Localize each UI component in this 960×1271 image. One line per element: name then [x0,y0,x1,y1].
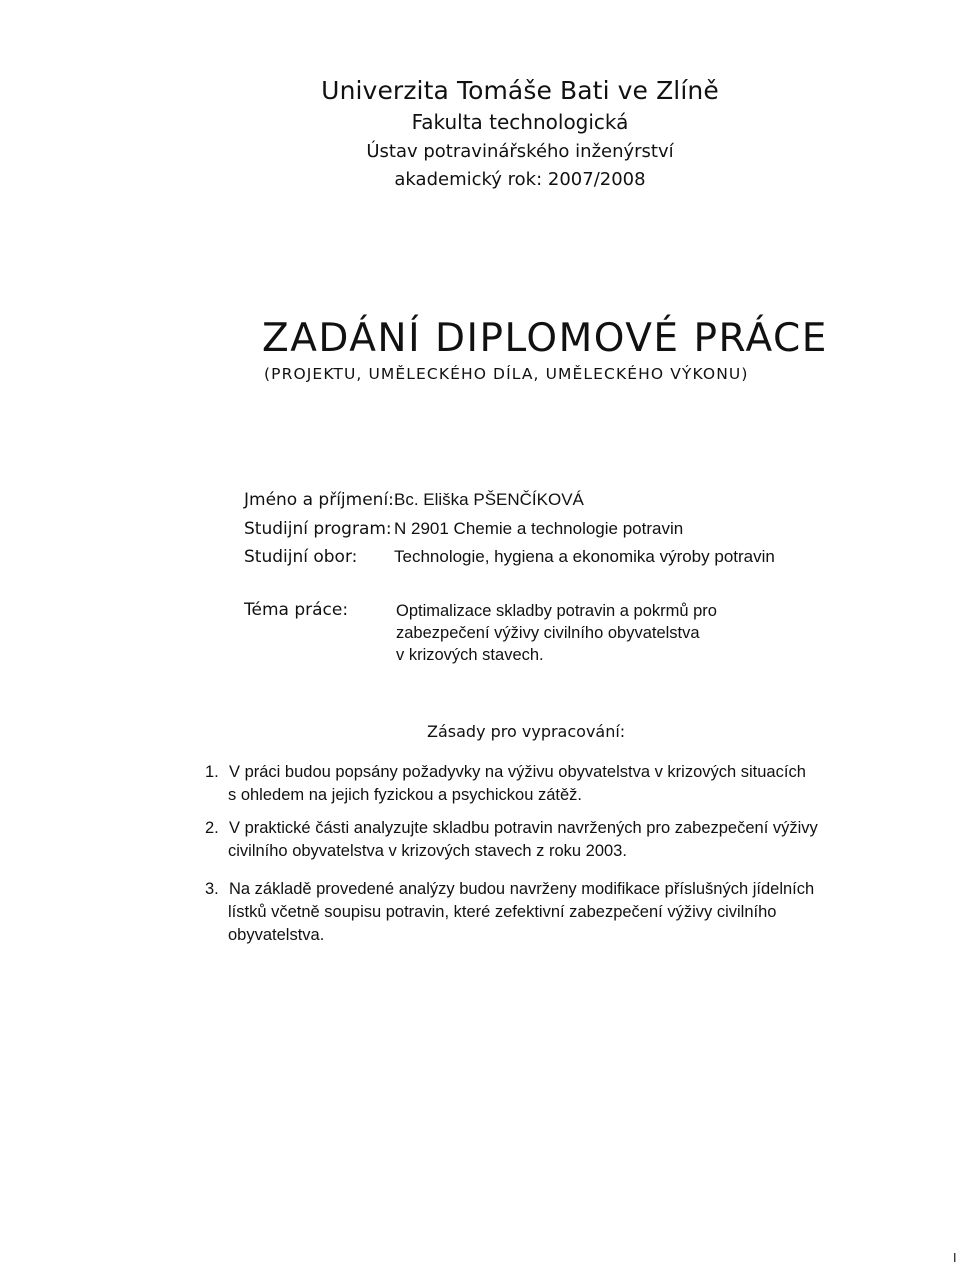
guideline-line: lístků včetně soupisu potravin, které zefektivní zabezpečení výživy civilního [228,903,777,921]
guidelines-heading: Zásady pro vypracování: [427,722,626,741]
corner-mark: I [953,1251,957,1265]
guideline-text [229,761,806,807]
program-label: Studijní program: [244,519,392,539]
guideline-text [229,817,818,863]
guideline-number: 3. [205,880,219,898]
academic-year: akademický rok: 2007/2008 [394,169,646,190]
field-label: Studijní obor: [244,547,358,567]
guideline-line: V práci budou popsány požadyvky na výživu obyvatelstva v krizových situacích [229,763,806,781]
department-name: Ústav potravinářského inženýrství [366,141,674,162]
guideline-number: 1. [205,763,219,781]
guideline-line: s ohledem na jejich fyzickou a psychickou zátěž. [228,786,583,804]
topic-value [396,600,796,666]
guideline-line: V praktické části analyzujte skladbu potravin navržených pro zabezpečení výživy [229,819,818,837]
faculty-name: Fakulta technologická [411,110,629,134]
field-value: Technologie, hygiena a ekonomika výroby potravin [394,547,775,566]
guideline-line: obyvatelstva. [228,926,325,944]
topic-line: zabezpečení výživy civilního obyvatelstva [396,624,700,642]
topic-line: v krizových stavech. [396,646,544,664]
name-label: Jméno a příjmení: [244,490,394,510]
topic-label: Téma práce: [244,600,349,620]
topic-line: Optimalizace skladby potravin a pokrmů pro [396,602,717,620]
name-value: Bc. Eliška PŠENČÍKOVÁ [394,490,584,509]
document-subtitle: (PROJEKTU, UMĚLECKÉHO DÍLA, UMĚLECKÉHO VÝKONU) [264,365,749,383]
guideline-text [229,878,814,947]
university-name: Univerzita Tomáše Bati ve Zlíně [321,76,719,105]
program-value: N 2901 Chemie a technologie potravin [394,519,684,538]
guideline-line: Na základě provedené analýzy budou navrženy modifikace příslušných jídelních [229,880,815,898]
document-title: ZADÁNÍ DIPLOMOVÉ PRÁCE [262,316,828,361]
guideline-number: 2. [205,819,219,837]
guideline-line: civilního obyvatelstva v krizových stavech z roku 2003. [228,842,627,860]
